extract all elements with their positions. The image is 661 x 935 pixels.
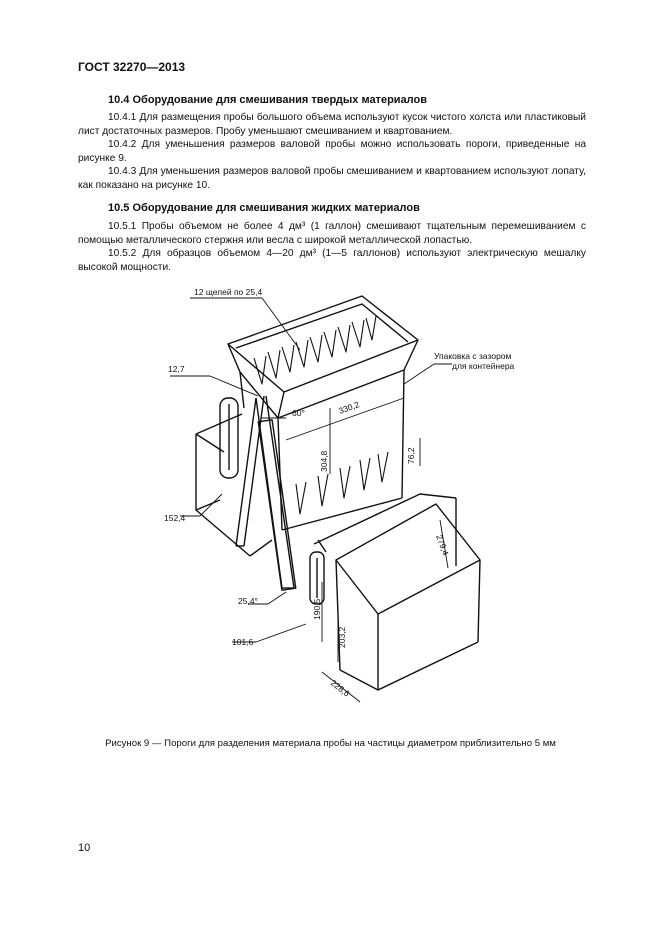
label-152-4: 152,4 [164, 513, 186, 523]
document-header: ГОСТ 32270—2013 [78, 60, 186, 74]
section-title-10-4: 10.4 Оборудование для смешивания твердых материалов [108, 94, 427, 106]
label-304-8: 304,8 [319, 450, 329, 472]
label-slots: 12 щелей по 25,4 [194, 287, 263, 297]
right-container-box [310, 494, 480, 690]
label-228-6: 228,6 [328, 677, 352, 699]
chute-body [240, 370, 404, 530]
label-279-4: 279,4 [434, 533, 451, 557]
label-190-5: 190,5 [312, 598, 322, 620]
label-330-2: 330,2 [337, 399, 361, 416]
paragraph-10-4-3: 10.4.3 Для уменьшения размеров валовой пробы смешиванием и квартованием используют лопату, как показано на рисунке 10. [78, 166, 586, 191]
paragraph-10-5-1: 10.5.1 Пробы объемом не более 4 дм³ (1 галлон) смешивают тщательным перемешиванием с помощью металлического стержня или весла с широкой металлической лопастью. [78, 221, 586, 246]
figure-caption: Рисунок 9 — Пороги для разделения материала пробы на частицы диаметром приблизительно 5 мм [105, 738, 556, 749]
paragraph-10-4-2: 10.4.2 Для уменьшения размеров валовой пробы можно использовать пороги, приведенные на рисунке 9. [78, 139, 586, 164]
label-25-4deg: 25,4° [238, 596, 258, 606]
page-number: 10 [78, 842, 91, 854]
label-101-6: 101,6 [232, 637, 254, 647]
label-container-2: для контейнера [452, 361, 515, 371]
label-203-2: 203,2 [337, 626, 347, 648]
label-container-1: Упаковка с зазором [434, 351, 512, 361]
paragraph-10-5-2: 10.5.2 Для образцов объемом 4—20 дм³ (1—5 галлонов) используют электрическую мешалку высокой мощности. [78, 248, 586, 273]
label-76-2: 76,2 [406, 447, 416, 464]
paragraph-10-4-1: 10.4.1 Для размещения пробы большого объема используют кусок чистого холста или пластиковый лист достаточных размеров. Пробу уменьшают смешиванием и квартованием. [78, 112, 586, 137]
label-12-7: 12,7 [168, 364, 185, 374]
section-title-10-5: 10.5 Оборудование для смешивания жидких материалов [108, 202, 420, 214]
label-60deg: 60° [292, 408, 305, 418]
support-legs [236, 396, 296, 590]
